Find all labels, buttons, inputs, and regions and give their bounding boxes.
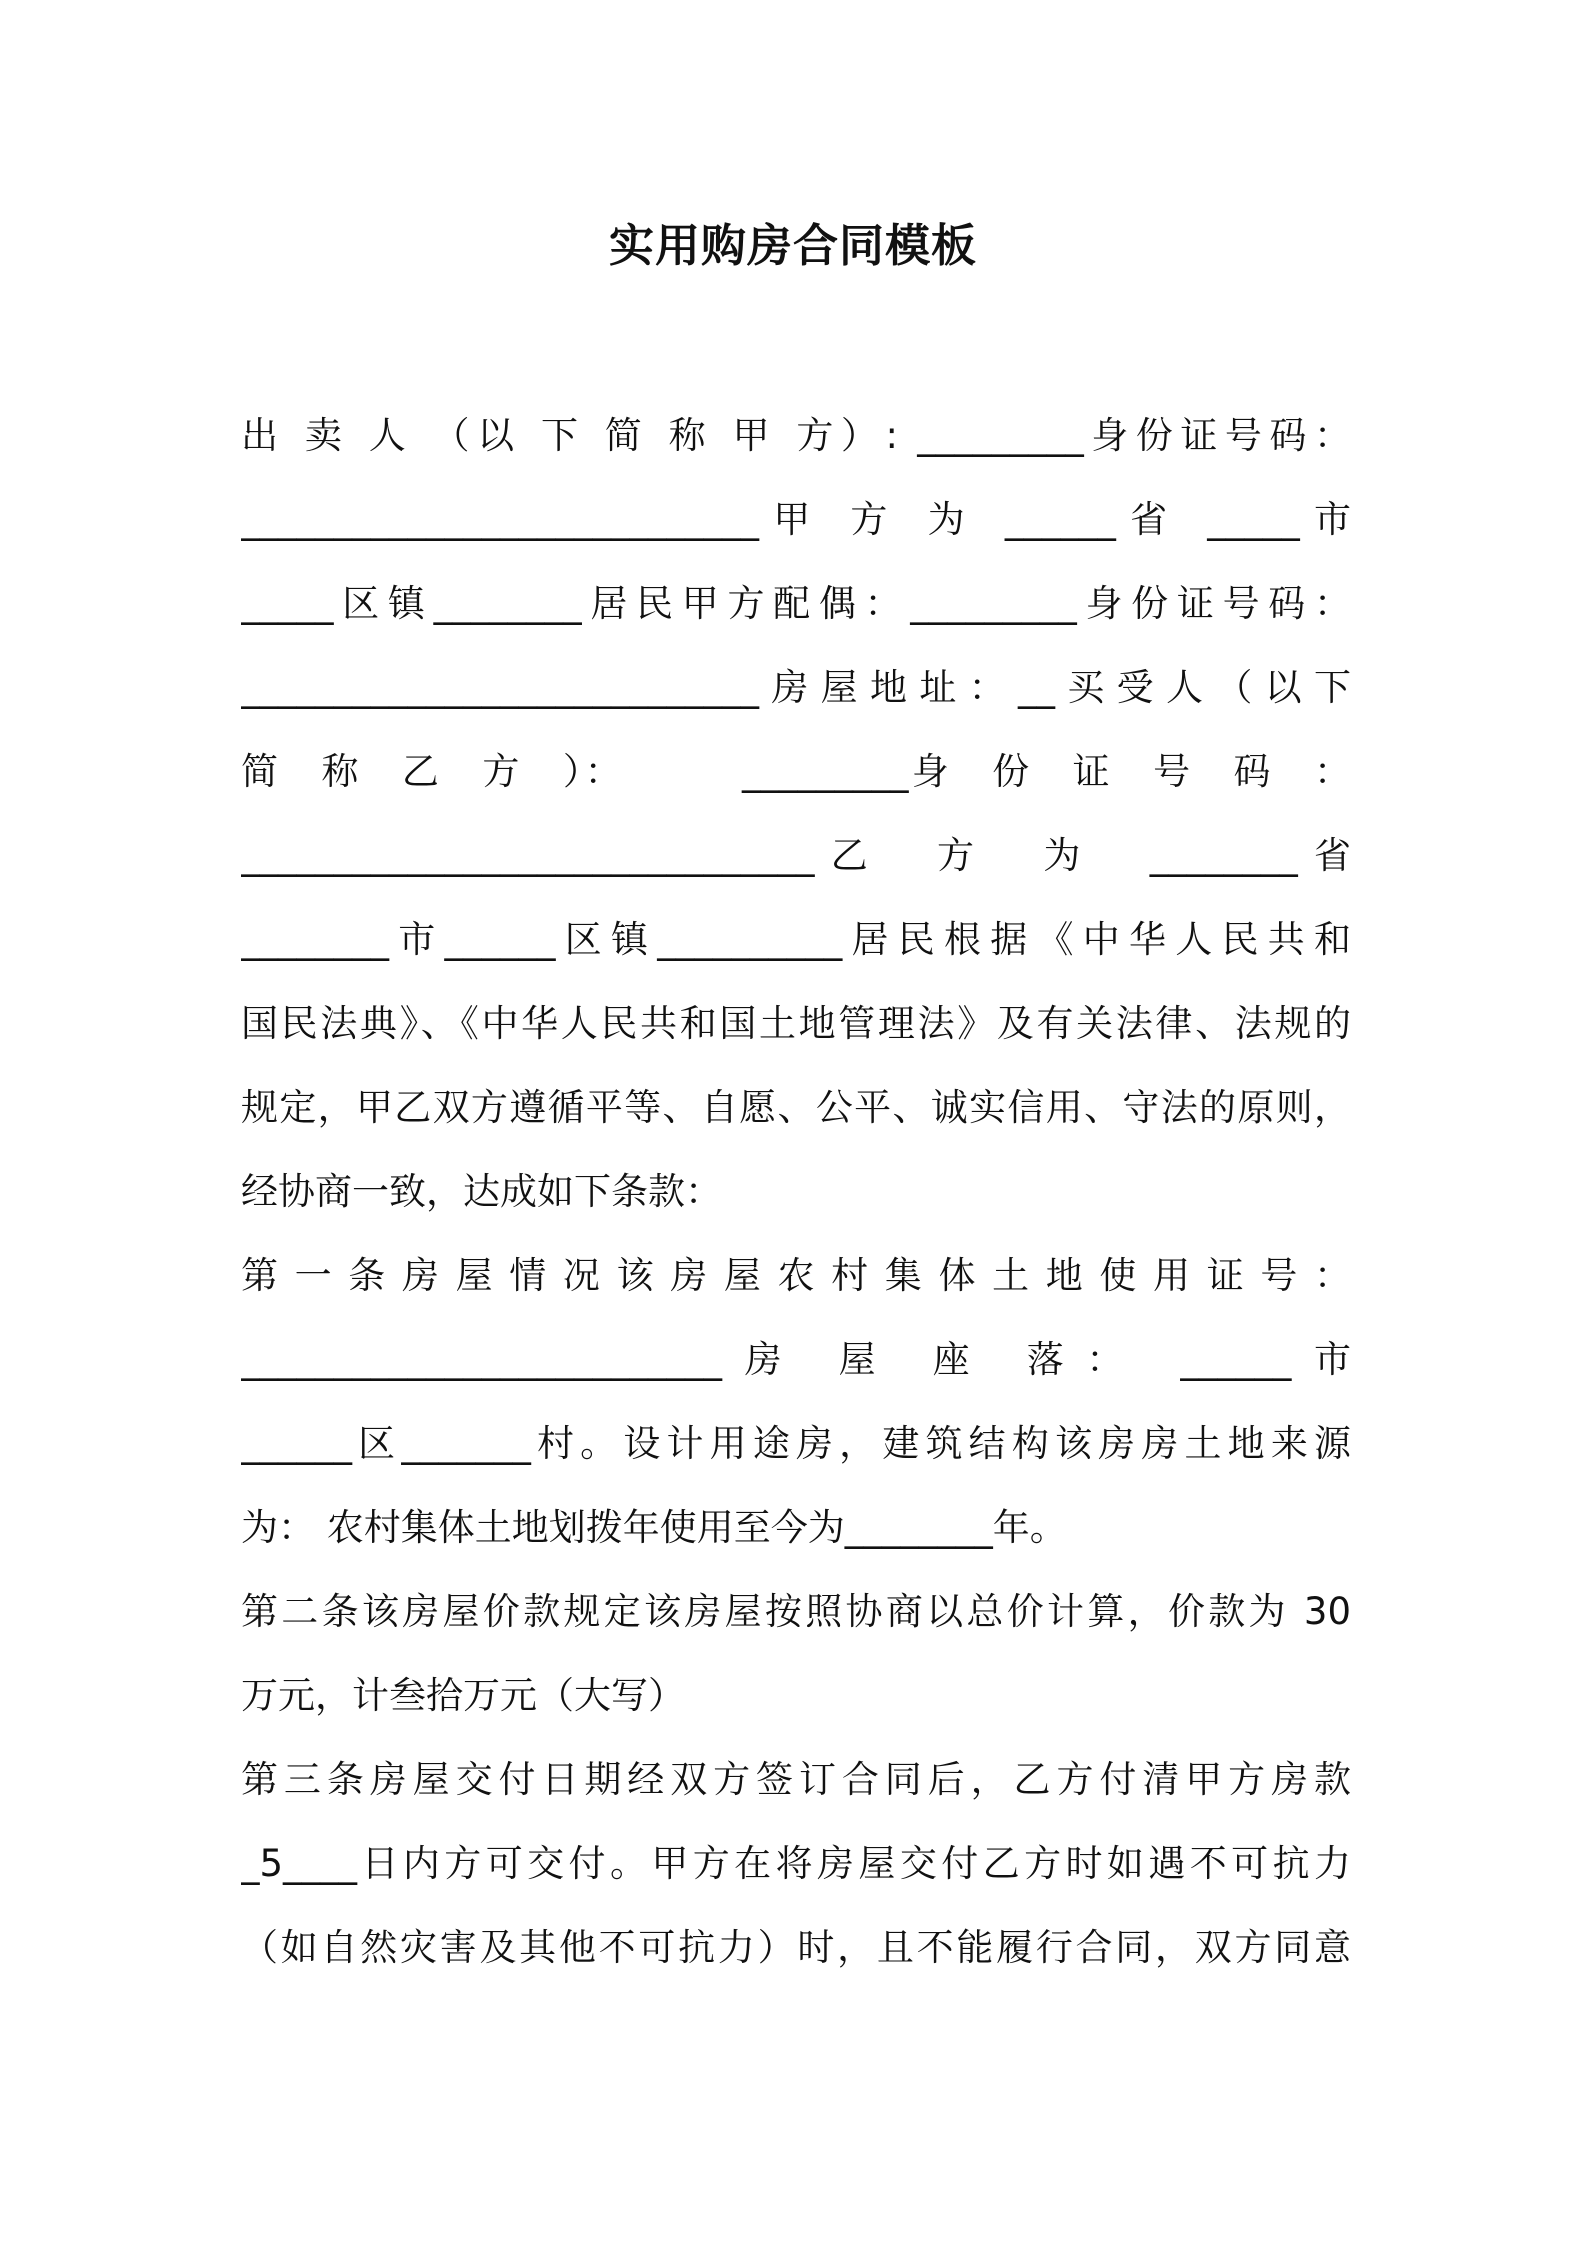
body-line: 万元，计叁拾万元（大写） xyxy=(241,1674,685,1717)
body-line: __________________________房 屋 座 落： ______市 xyxy=(241,1338,1351,1381)
document-title: 实用购房合同模板 xyxy=(608,219,977,272)
body-line: 规定，甲乙双方遵循平等、自愿、公平、诚实信用、守法的原则， xyxy=(241,1086,1351,1129)
body-line: ____________________________房屋地址：__买受人（以下 xyxy=(241,666,1351,709)
body-line: ____________________________甲 方 为 ______省 _____市 xyxy=(241,498,1351,541)
body-line: 经协商一致，达成如下条款： xyxy=(241,1170,722,1213)
body-line: 出 卖 人 （以 下 简 称 甲 方）: _________身份证号码： xyxy=(241,414,1351,457)
body-line: ________市______区镇__________居民根据《中华人民共和 xyxy=(241,918,1351,961)
body-line: 第 一 条 房 屋 情 况 该 房 屋 农 村 集 体 土 地 使 用 证 号 ： xyxy=(241,1254,1351,1297)
body-line: _5____日内方可交付。甲方在将房屋交付乙方时如遇不可抗力 xyxy=(241,1842,1351,1885)
body-line: _____区镇________居民甲方配偶：_________身份证号码： xyxy=(241,582,1351,625)
body-line: 国民法典》、《中华人民共和国土地管理法》及有关法律、法规的 xyxy=(241,1002,1351,1045)
body-line: 简 称 乙 方 ）： _________身 份 证 号 码 ： xyxy=(241,750,1351,793)
body-line: 第二条该房屋价款规定该房屋按照协商以总价计算，价款为 30 xyxy=(241,1590,1351,1633)
body-line: ______区_______村。设计用途房，建筑结构该房房土地来源 xyxy=(241,1422,1351,1465)
body-line: 为： 农村集体土地划拨年使用至今为________年。 xyxy=(241,1506,1067,1549)
body-line: 第三条房屋交付日期经双方签订合同后，乙方付清甲方房款 xyxy=(241,1758,1351,1801)
body-line: （如自然灾害及其他不可抗力）时，且不能履行合同，双方同意 xyxy=(241,1926,1351,1969)
body-line: _______________________________乙 方 为 ________省 xyxy=(241,834,1351,877)
